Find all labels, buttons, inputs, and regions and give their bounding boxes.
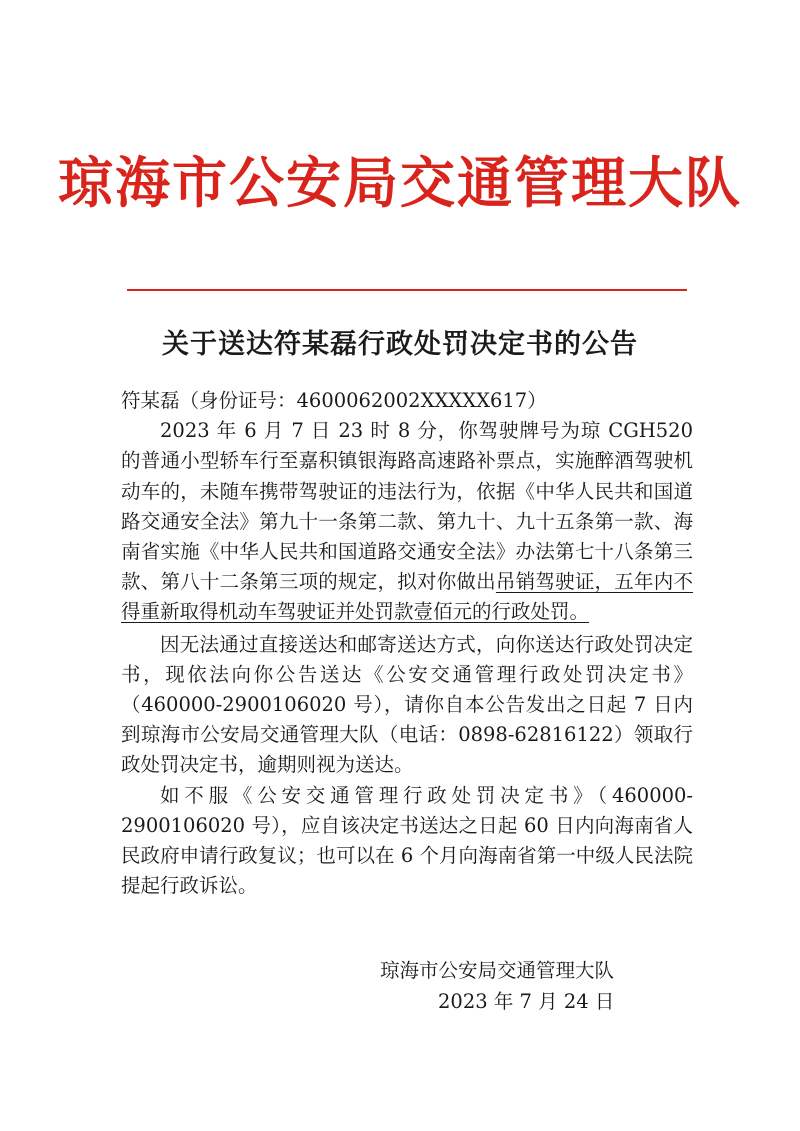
signature-date: 2023 年 7 月 24 日: [438, 990, 615, 1013]
organization-header: 琼海市公安局交通管理大队: [57, 150, 742, 215]
signature-block: [380, 955, 660, 1017]
service-paragraph: 因无法通过直接送达和邮寄送达方式，向你送达行政处罚决定书，现依法向你公告送达《公安交通管理行政处罚决定书》（460000-2900106020 号），请你自本公告发出之日起 7 日内到琼海市公安局交通管理大队（电话：0898-62816122）领取行政处罚决定书，逾期则视为送达。: [121, 632, 693, 777]
document-title: 关于送达符某磊行政处罚决定书的公告: [162, 329, 638, 360]
header-divider: [127, 289, 687, 291]
notice-body: [121, 386, 693, 901]
violation-facts: 2023 年 6 月 7 日 23 时 8 分，你驾驶牌号为琼 CGH520 的普通小型轿车行至嘉积镇银海路高速路补票点，实施醉酒驾驶机动车的，未随车携带驾驶证的违法行为，依据《中华人民共和国道路交通安全法》第九十一条第二款、第九十、九十五条第一款、海南省实施《中华人民共和国道路交通安全法》办法第七十八条第三款、第八十二条第三项的规定，拟对你做出: [121, 419, 693, 594]
appeal-paragraph: 如不服《公安交通管理行政处罚决定书》（460000-2900106020 号），应自该决定书送达之日起 60 日内向海南省人民政府申请行政复议；也可以在 6 个月向海南省第一中级人民法院提起行政诉讼。: [121, 783, 693, 898]
violation-paragraph: [121, 416, 693, 627]
penalty-text: 吊销驾驶证，五年内不得重新取得机动车驾驶证并处罚款壹佰元的行政处罚。: [121, 570, 693, 624]
addressee-line: 符某磊（身份证号：4600062002XXXXX617）: [121, 389, 547, 412]
signature-organization: 琼海市公安局交通管理大队: [380, 959, 615, 982]
